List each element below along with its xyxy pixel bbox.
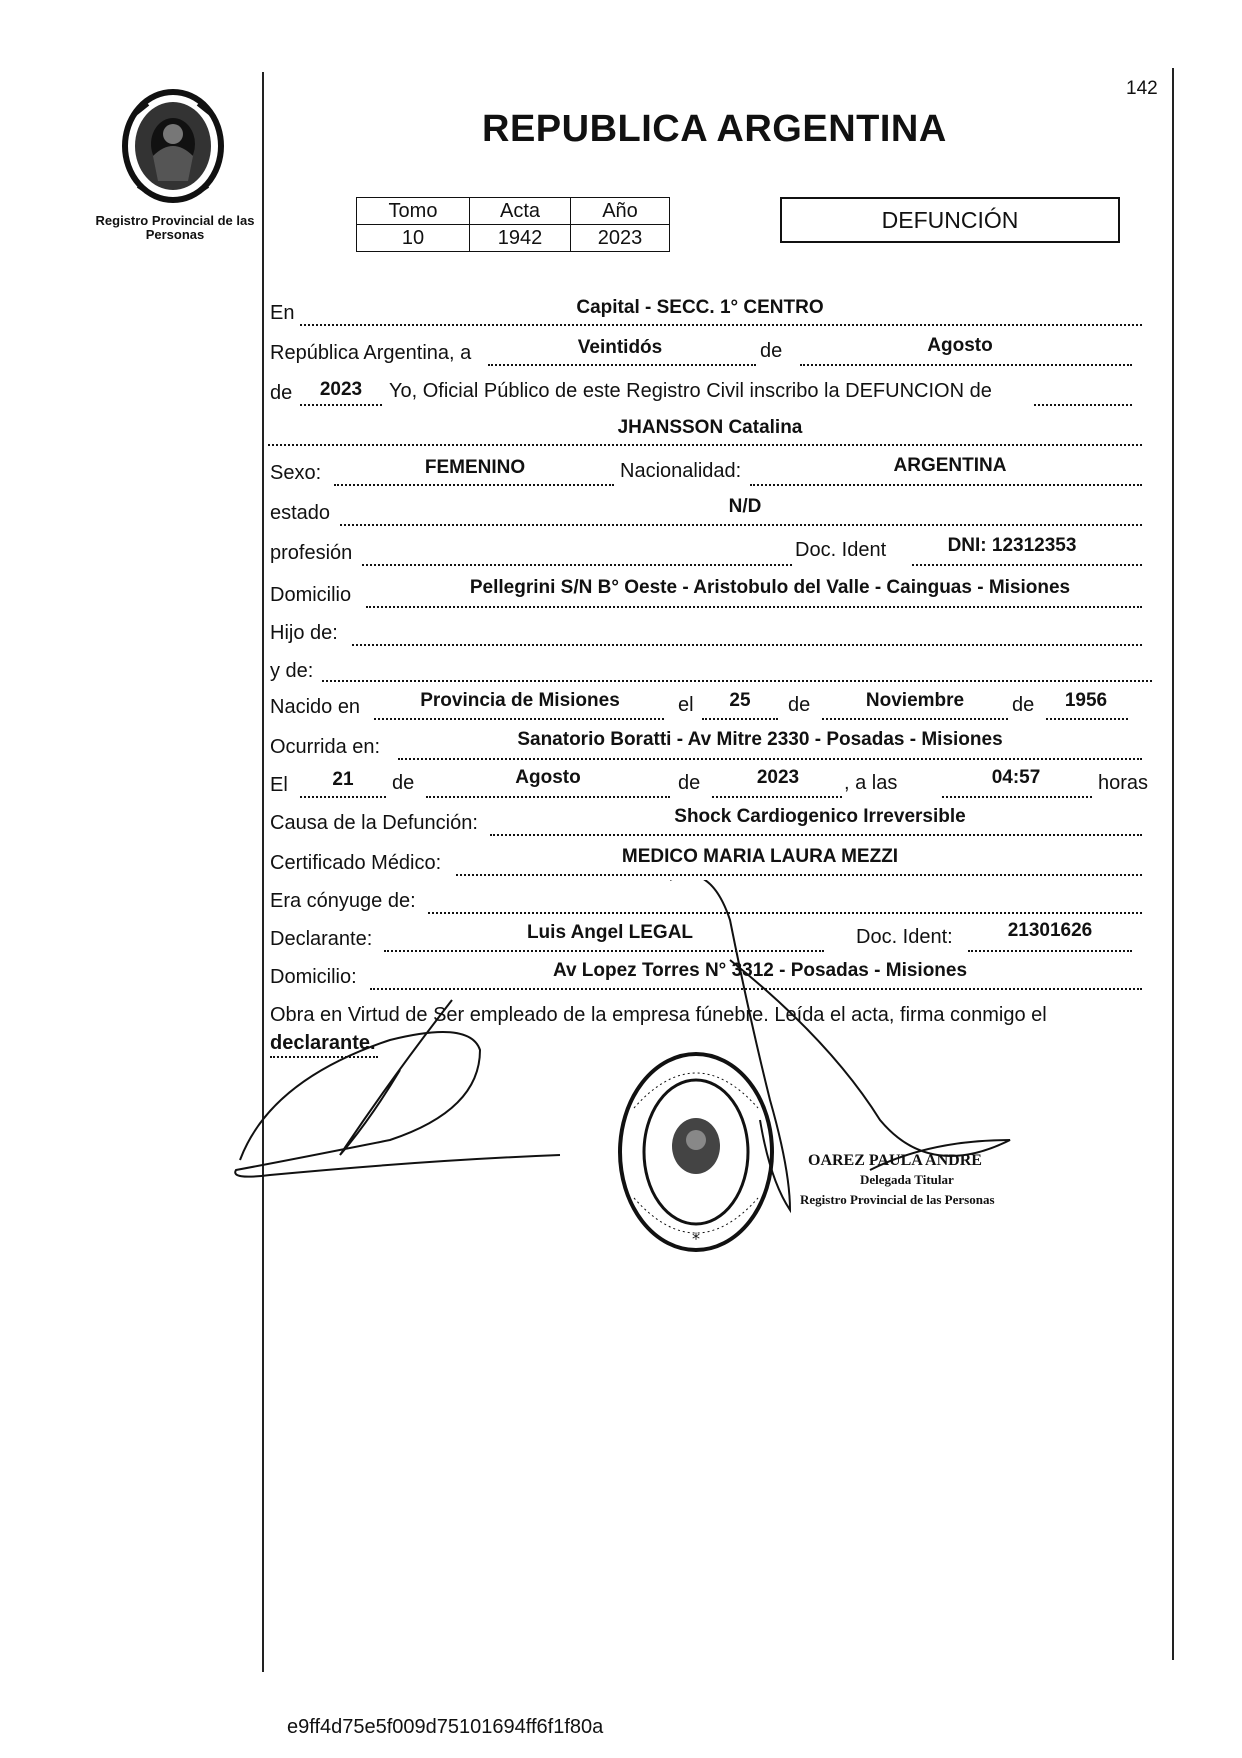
value-sexo: FEMENINO <box>424 457 526 478</box>
dotted-line <box>334 484 614 486</box>
dotted-line <box>268 444 1142 446</box>
registry-table <box>356 197 670 252</box>
value-anio: 2023 <box>571 225 670 252</box>
document-hash: e9ff4d75e5f009d75101694ff6f1f80a <box>287 1716 604 1738</box>
dotted-line <box>374 718 664 720</box>
value-certificado: MEDICO MARIA LAURA MEZZI <box>621 846 899 867</box>
dotted-line <box>322 680 1152 682</box>
value-nacido-mes: Noviembre <box>865 690 965 711</box>
label-domicilio-decl: Domicilio: <box>270 966 357 988</box>
dotted-line <box>712 796 842 798</box>
dotted-line <box>456 874 1142 876</box>
value-causa: Shock Cardiogenico Irreversible <box>674 806 966 827</box>
logo-caption: Registro Provincial de las Personas <box>95 213 255 242</box>
label-ocurrida-en: Ocurrida en: <box>270 736 381 758</box>
handwritten-signatures <box>230 880 1070 1280</box>
label-de-mes: de <box>788 694 811 716</box>
dotted-line <box>426 796 670 798</box>
header-anio: Año <box>571 198 670 225</box>
label-domicilio: Domicilio <box>270 584 352 606</box>
label-republica: República Argentina, a <box>270 342 472 364</box>
label-de-anio-nac: de <box>1012 694 1035 716</box>
label-nacido-en: Nacido en <box>270 696 361 718</box>
label-doc-ident: Doc. Ident <box>795 539 887 561</box>
dotted-line <box>912 564 1142 566</box>
dotted-line <box>750 484 1142 486</box>
label-el: el <box>678 694 694 716</box>
value-domicilio: Pellegrini S/N B° Oeste - Aristobulo del Valle - Cainguas - Misiones <box>469 577 1071 598</box>
value-declarante-dom: Av Lopez Torres N° 3312 - Posadas - Misiones <box>552 960 968 981</box>
label-el-def: El <box>270 774 288 796</box>
value-acta: 1942 <box>470 225 571 252</box>
provincial-emblem-logo <box>118 86 228 206</box>
page-number: 142 <box>1126 78 1158 99</box>
value-def-dia: 21 <box>332 769 354 790</box>
value-doc: DNI: 12312353 <box>947 535 1077 556</box>
value-nombre: JHANSSON Catalina <box>617 417 803 438</box>
value-declarante: Luis Angel LEGAL <box>526 922 694 943</box>
dotted-line <box>702 718 778 720</box>
value-def-hora: 04:57 <box>991 767 1041 788</box>
stamp-role: Delegada Titular <box>860 1172 954 1187</box>
value-anio: 2023 <box>319 379 363 400</box>
value-mes: Agosto <box>927 335 993 356</box>
label-declarante: Declarante: <box>270 928 373 950</box>
label-horas: horas <box>1098 772 1149 794</box>
document-type-box <box>780 197 1120 243</box>
value-ocurrida: Sanatorio Boratti - Av Mitre 2330 - Posadas - Misiones <box>517 729 1003 750</box>
dotted-line <box>300 796 386 798</box>
dotted-line <box>942 796 1092 798</box>
label-de-anio: de <box>270 382 293 404</box>
dotted-line <box>800 364 1132 366</box>
label-profesion: profesión <box>270 542 353 564</box>
label-de-def2: de <box>678 772 701 794</box>
stamp-org: Registro Provincial de las Personas <box>800 1192 995 1207</box>
value-dia: Veintidós <box>577 337 663 358</box>
dotted-line <box>340 524 1142 526</box>
label-a-las: , a las <box>844 772 898 794</box>
value-nacido-anio: 1956 <box>1064 690 1108 711</box>
svg-text:*: * <box>692 1229 700 1248</box>
label-sexo: Sexo: <box>270 462 322 484</box>
value-nacido-lugar: Provincia de Misiones <box>420 690 620 711</box>
document-title: REPUBLICA ARGENTINA <box>482 108 947 150</box>
right-margin-rule <box>1172 68 1174 1660</box>
dotted-line <box>362 564 792 566</box>
value-declarante-doc: 21301626 <box>1007 920 1093 941</box>
label-conyuge: Era cónyuge de: <box>270 890 416 912</box>
stamp-name: OAREZ PAULA ANDRE <box>808 1152 982 1169</box>
value-nacionalidad: ARGENTINA <box>893 455 1007 476</box>
dotted-line <box>366 606 1142 608</box>
dotted-line <box>300 404 382 406</box>
dotted-line <box>398 758 1142 760</box>
header-acta: Acta <box>470 198 571 225</box>
value-nacido-dia: 25 <box>729 690 751 711</box>
label-de-def1: de <box>392 772 415 794</box>
document-type: DEFUNCIÓN <box>881 206 1019 233</box>
value-def-anio: 2023 <box>756 767 800 788</box>
header-tomo: Tomo <box>357 198 470 225</box>
left-margin-rule <box>262 72 264 1672</box>
value-tomo: 10 <box>357 225 470 252</box>
value-estado: N/D <box>728 496 762 517</box>
dotted-line <box>488 364 756 366</box>
label-doc-ident-decl: Doc. Ident: <box>856 926 953 948</box>
label-en: En <box>270 302 295 324</box>
label-estado: estado <box>270 502 331 524</box>
dotted-line <box>300 324 1142 326</box>
label-de: de <box>760 340 783 362</box>
label-certificado: Certificado Médico: <box>270 852 442 874</box>
label-nacionalidad: Nacionalidad: <box>620 460 742 482</box>
label-oficial: Yo, Oficial Público de este Registro Civil inscribo la DEFUNCION de <box>389 380 992 402</box>
label-hijo-de: Hijo de: <box>270 622 338 644</box>
value-def-mes: Agosto <box>515 767 581 788</box>
label-causa: Causa de la Defunción: <box>270 812 478 834</box>
dotted-line <box>352 644 1142 646</box>
value-lugar: Capital - SECC. 1° CENTRO <box>576 297 824 318</box>
label-y-de: y de: <box>270 660 314 682</box>
obra-text: Obra en Virtud de Ser empleado de la empresa fúnebre. Leída el acta, firma conmigo el <box>270 1004 1047 1026</box>
obra-text-end: declarante. <box>270 1032 376 1054</box>
dotted-line <box>490 834 1142 836</box>
dotted-line <box>822 718 1008 720</box>
dotted-line <box>1046 718 1128 720</box>
dotted-line <box>1034 404 1132 406</box>
